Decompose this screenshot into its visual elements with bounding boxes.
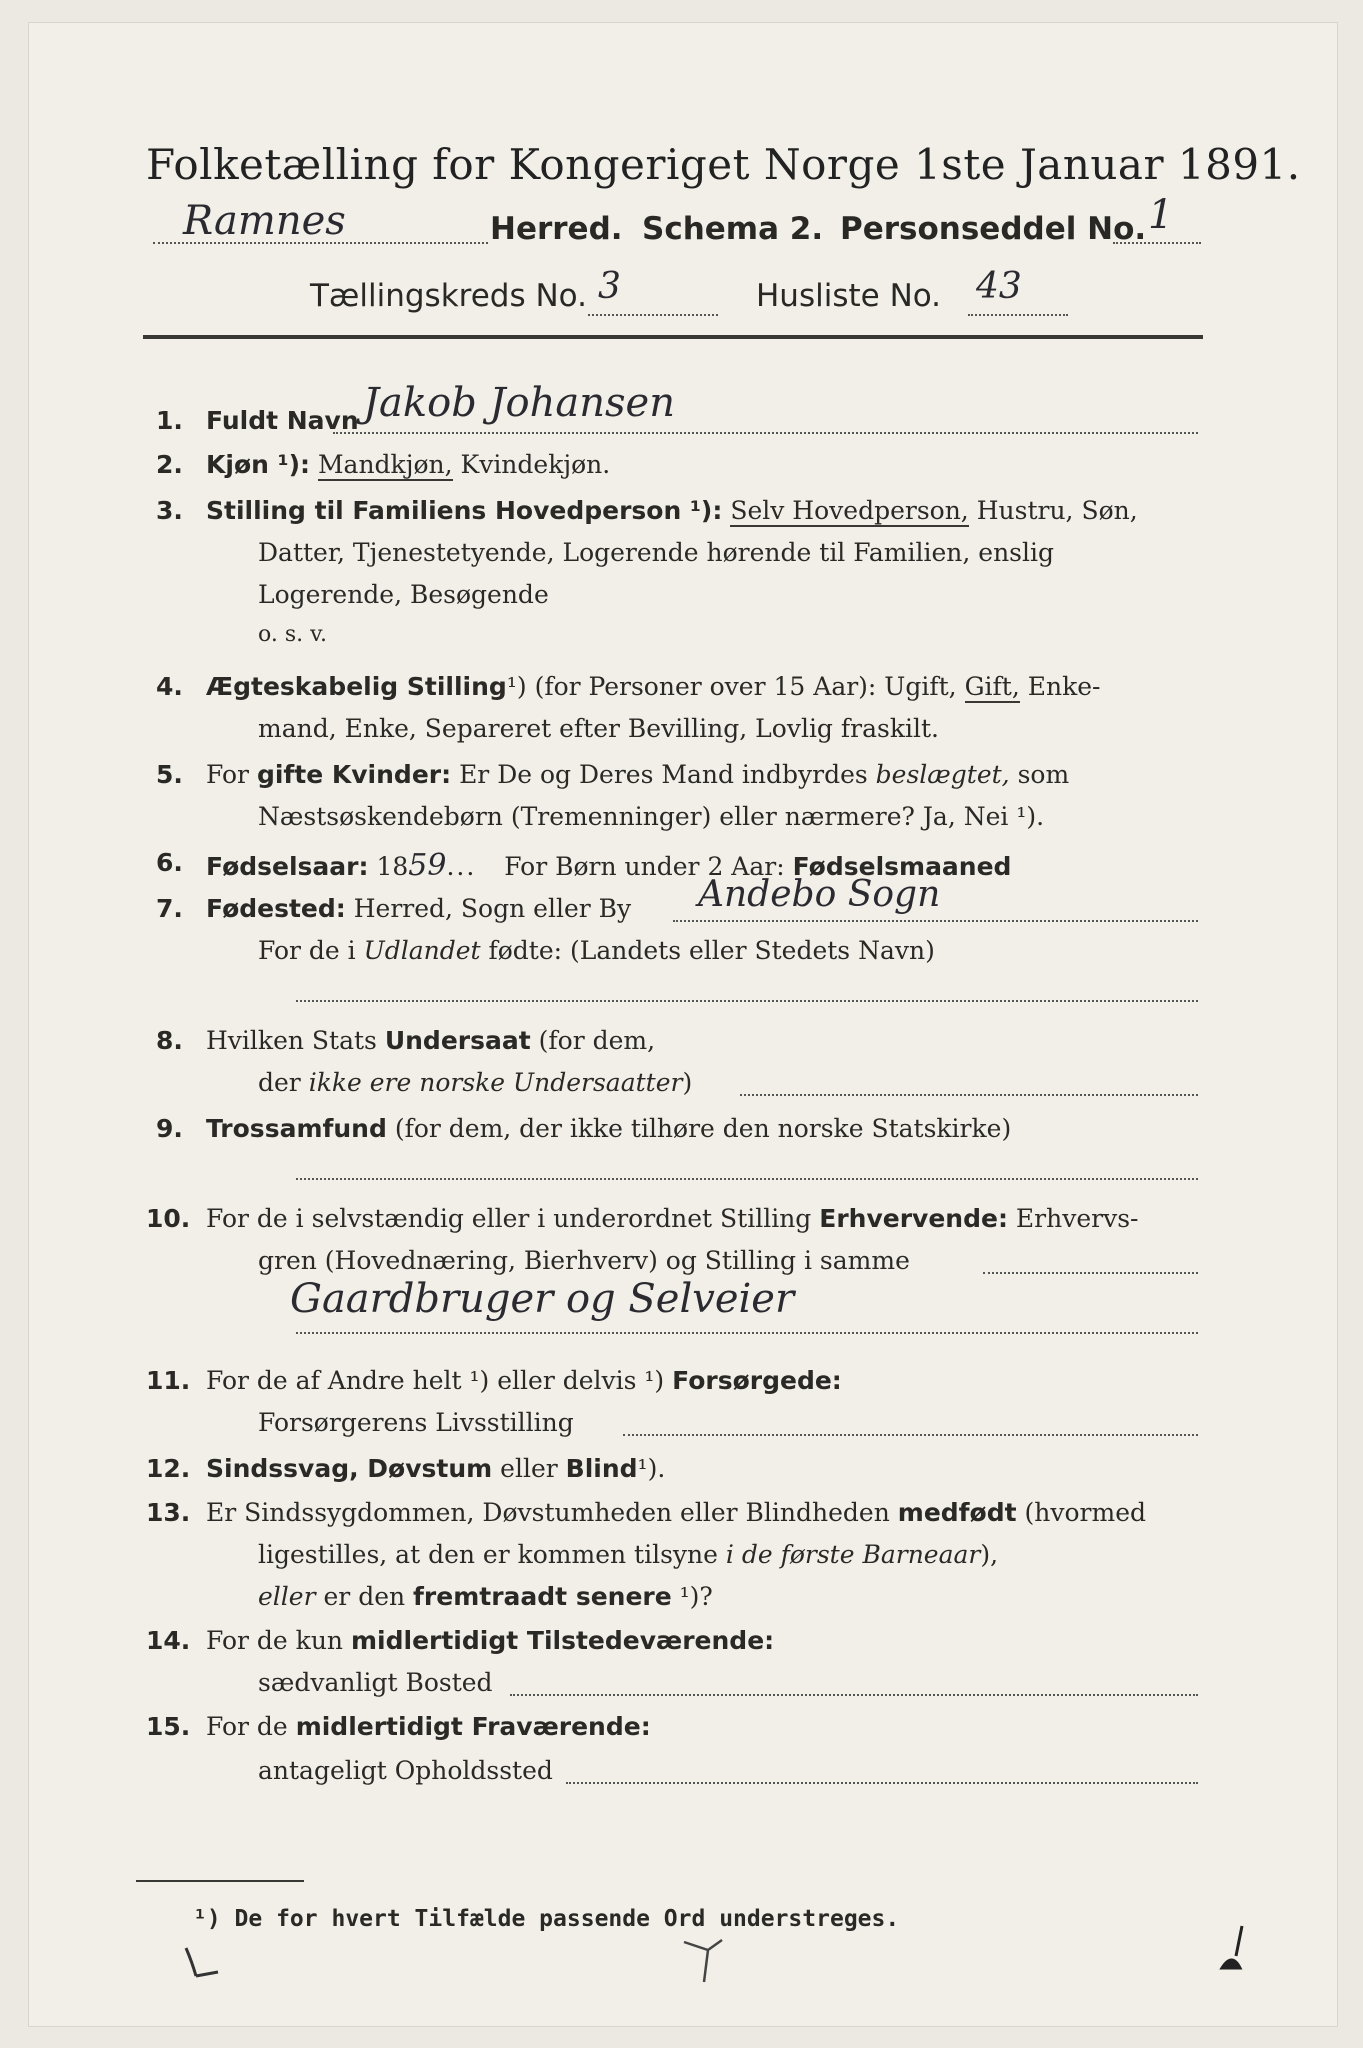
q8-dotted-line [740, 1094, 1198, 1096]
q4-line2: mand, Enke, Separeret efter Bevilling, Lovlig fraskilt. [258, 714, 939, 743]
q5-end: som [1017, 760, 1070, 789]
q7-line1 [206, 894, 631, 923]
q3-label: Stilling til Familiens Hovedperson ¹): [206, 496, 723, 525]
q15-line1 [206, 1712, 651, 1741]
q13-line2 [258, 1540, 998, 1569]
q9-dotted-line [296, 1178, 1198, 1180]
kreds-label: Tællingskreds No. [310, 278, 587, 314]
q5-line1 [206, 760, 1069, 789]
q1-dotted-line [333, 432, 1198, 434]
q3-selected: Selv Hovedperson, [730, 496, 969, 525]
q8-end: (for dem, [538, 1026, 656, 1055]
footnote: ¹) De for hvert Tilfælde passende Ord understreges. [193, 1906, 900, 1932]
q13-line3i: eller [258, 1582, 316, 1611]
q1-number: 1. [156, 406, 183, 435]
q7-line2 [258, 936, 935, 965]
q13-end: (hvormed [1024, 1498, 1147, 1527]
q7-dotted-line2 [296, 1000, 1198, 1002]
q14-line2: sædvanligt Bosted [258, 1668, 493, 1697]
q7-number: 7. [156, 894, 183, 923]
q1-label: Fuldt Navn [206, 406, 359, 435]
footnote-rule [136, 1880, 304, 1882]
pencil-mark-left-icon [178, 1942, 228, 1982]
husliste-value: 43 [976, 266, 1022, 307]
q14-pre: For de kun [206, 1626, 344, 1655]
q5-number: 5. [156, 760, 183, 789]
q2-text [206, 450, 610, 479]
q7-label: Fødested: [206, 894, 346, 923]
q13-line2b: ), [980, 1540, 999, 1569]
q9-label: Trossamfund [206, 1114, 387, 1143]
q10-line2: gren (Hovednæring, Bierhverv) og Stilling i samme [258, 1246, 910, 1275]
personseddel-value: 1 [1148, 192, 1174, 238]
q13-line3a: er den [323, 1582, 406, 1611]
q7-line2i: Udlandet [363, 936, 481, 965]
q13-line2a: ligestilles, at den er kommen tilsyne [258, 1540, 718, 1569]
q2-male: Mandkjøn, [317, 450, 453, 479]
q3-line3: Logerende, Besøgende [258, 580, 549, 609]
q12-number: 12. [146, 1454, 191, 1483]
q13-number: 13. [146, 1498, 191, 1527]
header-rule [143, 335, 1203, 339]
pencil-mark-right-icon [1208, 1922, 1258, 1982]
q14-line1 [206, 1626, 774, 1655]
q11-dotted-line [623, 1434, 1198, 1436]
q6-year-value: 59 [408, 848, 447, 883]
census-form-page [28, 22, 1338, 2027]
q10-occupation-value: Gaardbruger og Selveier [290, 1276, 795, 1322]
q3-line1 [206, 496, 1138, 525]
q3-rest: Hustru, Søn, [976, 496, 1138, 525]
q8-line1 [206, 1026, 655, 1055]
personseddel-dotted-line [1113, 242, 1201, 244]
q10-dotted-line2 [296, 1332, 1198, 1334]
q13-line3 [258, 1582, 713, 1611]
q8-line2a: der [258, 1068, 301, 1097]
q10-dotted-line1 [983, 1272, 1198, 1274]
q12-label1: Sindssvag, Døvstum [206, 1454, 493, 1483]
q1-name-value: Jakob Johansen [363, 380, 675, 426]
q8-line2: der ikke ere norske Undersaatter) [258, 1068, 693, 1097]
q6-number: 6. [156, 848, 183, 877]
q10-number: 10. [146, 1204, 191, 1233]
herred-value: Ramnes [183, 198, 346, 244]
q5-mid: Er De og Deres Mand indbyrdes [459, 760, 868, 789]
q14-number: 14. [146, 1626, 191, 1655]
q12-end: ¹). [637, 1454, 666, 1483]
q15-pre: For de [206, 1712, 288, 1741]
q11-line2: Forsørgerens Livsstilling [258, 1408, 574, 1437]
q4-mid: (for Personer over 15 Aar): Ugift, [534, 672, 957, 701]
q15-dotted-line [566, 1782, 1198, 1784]
q10-label: Erhvervende: [819, 1204, 1008, 1233]
q10-end: Erhvervs- [1015, 1204, 1139, 1233]
q6-prefix: 18 [376, 852, 409, 881]
q13-line3b: fremtraadt senere [413, 1582, 672, 1611]
kreds-dotted-line [588, 314, 718, 316]
q15-line2: antageligt Opholdssted [258, 1756, 553, 1785]
q7-dotted-line [673, 920, 1198, 922]
q2-female: Kvindekjøn. [460, 450, 611, 479]
q12-mid: eller [500, 1454, 558, 1483]
q4-sup: ¹) [506, 672, 527, 701]
q8-number: 8. [156, 1026, 183, 1055]
husliste-dotted-line [968, 314, 1068, 316]
schema-label: Schema 2. [642, 211, 824, 247]
q4-selected: Gift, [964, 672, 1020, 701]
q5-label: gifte Kvinder: [256, 760, 452, 789]
q4-label: Ægteskabelig Stilling [206, 672, 507, 701]
herred-label: Herred. [490, 211, 623, 247]
q8-pre: Hvilken Stats [206, 1026, 377, 1055]
q4-line1 [206, 672, 1100, 701]
q8-label: Undersaat [384, 1026, 531, 1055]
q15-label: midlertidigt Fraværende: [295, 1712, 651, 1741]
q13-line2i: i de første Barneaar [725, 1540, 981, 1569]
q5-pre: For [206, 760, 249, 789]
q13-label: medfødt [897, 1498, 1017, 1527]
personseddel-label: Personseddel No. [840, 211, 1147, 247]
q14-label: midlertidigt Tilstedeværende: [350, 1626, 775, 1655]
q9-end: (for dem, der ikke tilhøre den norske Statskirke) [394, 1114, 1012, 1143]
q11-pre: For de af Andre helt ¹) eller delvis ¹) [206, 1366, 665, 1395]
q6-label: Fødselsaar: [206, 852, 369, 881]
q3-line4: o. s. v. [258, 622, 327, 647]
q11-label: Forsørgede: [672, 1366, 842, 1395]
q13-pre: Er Sindssygdommen, Døvstumheden eller Blindheden [206, 1498, 890, 1527]
q9-number: 9. [156, 1114, 183, 1143]
q13-line3c: ¹)? [679, 1582, 713, 1611]
q8-line2i: ikke ere norske Undersaatter [308, 1068, 683, 1097]
q6-label2: Fødselsmaaned [792, 852, 1012, 881]
q3-number: 3. [156, 496, 183, 525]
q5-line2: Næstsøskendebørn (Tremenninger) eller nærmere? Ja, Nei ¹). [258, 802, 1045, 831]
q13-line1 [206, 1498, 1146, 1527]
q7-line2b: fødte: (Landets eller Stedets Navn) [488, 936, 935, 965]
husliste-label: Husliste No. [756, 278, 942, 314]
q2-number: 2. [156, 450, 183, 479]
q15-number: 15. [146, 1712, 191, 1741]
q9-line1 [206, 1114, 1011, 1143]
q3-line2: Datter, Tjenestetyende, Logerende hørende til Familien, enslig [258, 538, 1055, 567]
q11-number: 11. [146, 1366, 191, 1395]
q12-line [206, 1454, 665, 1483]
q7-mid: Herred, Sogn eller By [353, 894, 632, 923]
q11-line1 [206, 1366, 842, 1395]
q14-dotted-line [510, 1694, 1198, 1696]
q4-number: 4. [156, 672, 183, 701]
q10-line1 [206, 1204, 1138, 1233]
q7-line2a: For de i [258, 936, 356, 965]
q4-end: Enke- [1027, 672, 1101, 701]
q5-italic: beslægtet, [875, 760, 1010, 789]
form-title: Folketælling for Kongeriget Norge 1ste Januar 1891. [146, 140, 1301, 189]
q6-mid: For Børn under 2 Aar: [504, 852, 785, 881]
q6-line: Fødselsaar: 1859... For Børn under 2 Aar: Fødselsmaaned [206, 848, 1012, 883]
kreds-value: 3 [598, 266, 621, 307]
pencil-mark-center-icon [678, 1932, 728, 1992]
q2-label: Kjøn ¹): [206, 450, 310, 479]
q7-birthplace-value: Andebo Sogn [698, 874, 941, 915]
q12-label2: Blind [565, 1454, 638, 1483]
q10-pre: For de i selvstændig eller i underordnet Stilling [206, 1204, 812, 1233]
